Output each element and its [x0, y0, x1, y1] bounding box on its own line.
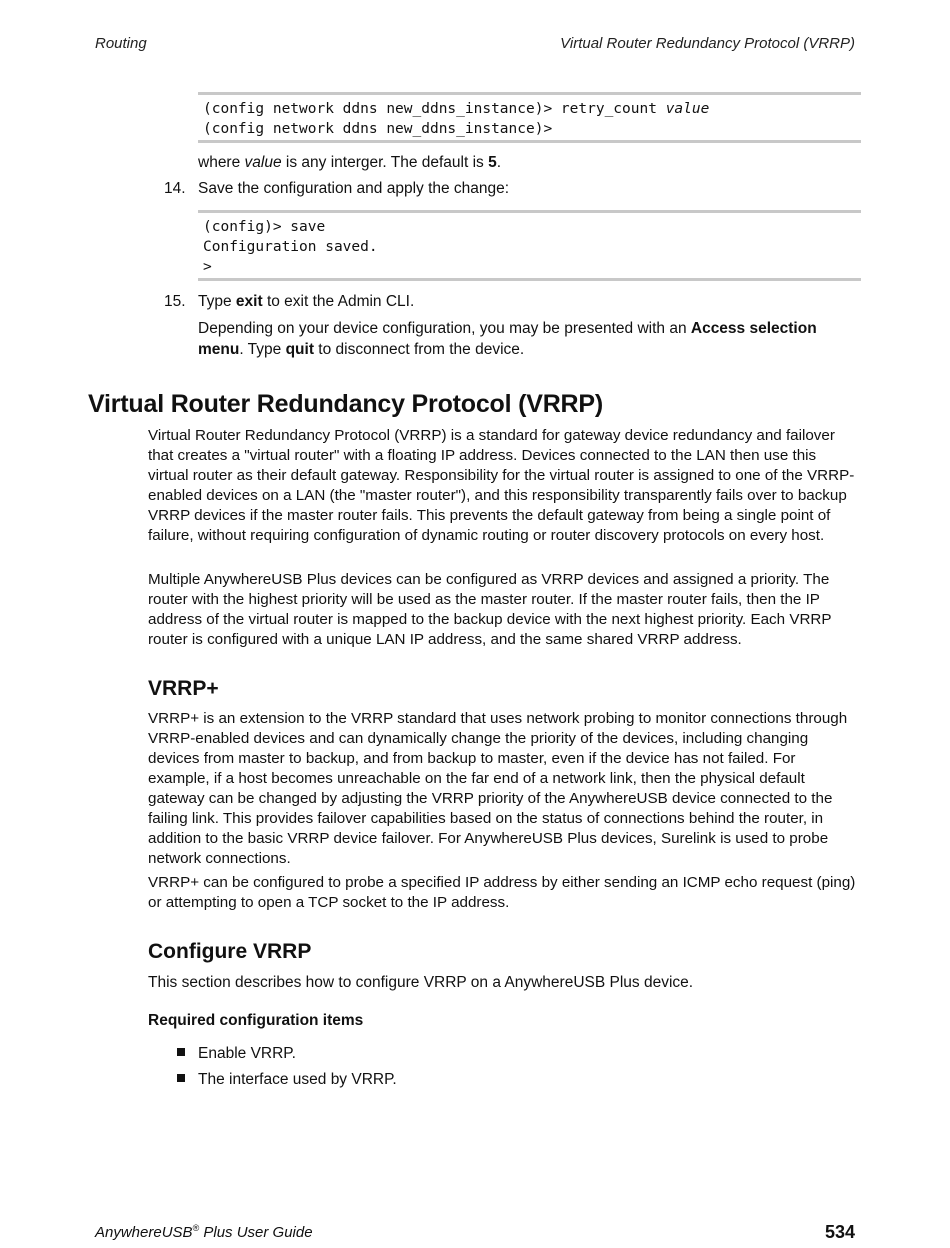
step-text: Save the configuration and apply the change: [198, 180, 510, 197]
text: where [198, 154, 245, 171]
page-number: 534 [824, 1222, 855, 1242]
vrrp-paragraph-2: Multiple AnywhereUSB Plus devices can be configured as VRRP devices and assigned a priority. The router with the highest priority will be used as the master router. If the master router fails, then the IP address of the virtual router is mapped to the backup device with the next highest priority. Each VRRP router is configured with a unique LAN IP address, and the same shared VRRP address. [148, 571, 832, 648]
code-block-save [198, 210, 861, 281]
depending-paragraph [198, 318, 838, 360]
vrrp-plus-paragraph-1: VRRP+ is an extension to the VRRP standard that uses network probing to monitor connections through VRRP-enabled devices and can dynamically change the priority of the devices, including changing devices from master to backup, and from backup to master, even if the device has not failed. For example, if a host becomes unreachable on the far end of a network link, then the physical default gateway can be changed by adjusting the VRRP priority of the AnywhereUSB device connected to the failing link. This provides failover capabilities based on the status of connections behind the router, in addition to the basic VRRP device failover. For AnywhereUSB Plus devices, Surelink is used to probe network connections. [148, 710, 848, 867]
text: is any interger. The default is [281, 154, 489, 171]
section-title-configure-vrrp: Configure VRRP [148, 940, 312, 963]
where-paragraph [198, 153, 501, 173]
default-value: 5 [488, 154, 497, 171]
vrrp-plus-paragraph-2: VRRP+ can be configured to probe a specified IP address by either sending an ICMP echo request (ping) or attempting to open a TCP socket to the IP address. [148, 874, 856, 911]
code-line: (config network ddns new_ddns_instance)> [203, 121, 553, 137]
section-title-vrrp-plus: VRRP+ [148, 677, 219, 700]
code-placeholder: value [665, 101, 710, 117]
step-number: 14. [164, 180, 186, 197]
configure-intro: This section describes how to configure VRRP on a AnywhereUSB Plus device. [148, 974, 694, 991]
text: to exit the Admin CLI. [262, 293, 415, 310]
text: to disconnect from the device. [314, 341, 525, 358]
command: quit [285, 341, 314, 358]
section-title-vrrp: Virtual Router Redundancy Protocol (VRRP) [88, 390, 604, 418]
code-line: > [203, 259, 212, 275]
required-items-heading: Required configuration items [148, 1012, 364, 1029]
code-line: (config)> save [203, 219, 326, 235]
running-header-title: Virtual Router Redundancy Protocol (VRRP) [560, 35, 855, 52]
footer-guide-title [95, 1223, 313, 1241]
running-header-section: Routing [95, 35, 147, 52]
text: . [496, 154, 502, 171]
text: . Type [239, 341, 286, 358]
code-block-retry-count [198, 92, 861, 143]
text: Plus User Guide [199, 1224, 313, 1241]
step-number: 15. [164, 293, 186, 310]
text: AnywhereUSB [95, 1224, 193, 1241]
menu-name: Access selection menu [198, 320, 817, 358]
bullet-icon [177, 1074, 185, 1082]
code-line: Configuration saved. [203, 239, 378, 255]
list-item: Enable VRRP. [198, 1045, 296, 1062]
text: Depending on your device configuration, you may be presented with an [198, 320, 691, 337]
code-text: (config network ddns new_ddns_instance)> retry_count [203, 101, 666, 117]
bullet-icon [177, 1048, 185, 1056]
text: Type [198, 293, 236, 310]
command: exit [235, 293, 263, 310]
code-line [203, 99, 861, 119]
list-item: The interface used by VRRP. [198, 1071, 397, 1088]
emphasis: value [244, 154, 282, 171]
step-text [198, 292, 414, 312]
registered-mark: ® [192, 1223, 200, 1233]
vrrp-paragraph-1: Virtual Router Redundancy Protocol (VRRP) is a standard for gateway device redundancy and failover that creates a "virtual router" with a floating IP address. Devices connected to the LAN then use this virtual router as their default gateway. Responsibility for the virtual router is assigned to one of the VRRP-enabled devices on a LAN (the "master router"), and this responsibility transparently fails over to backup VRRP devices if the master router fails. This prevents the default gateway from being a single point of failure, without requiring configuration of dynamic routing or router discovery protocols on every host. [148, 427, 855, 544]
